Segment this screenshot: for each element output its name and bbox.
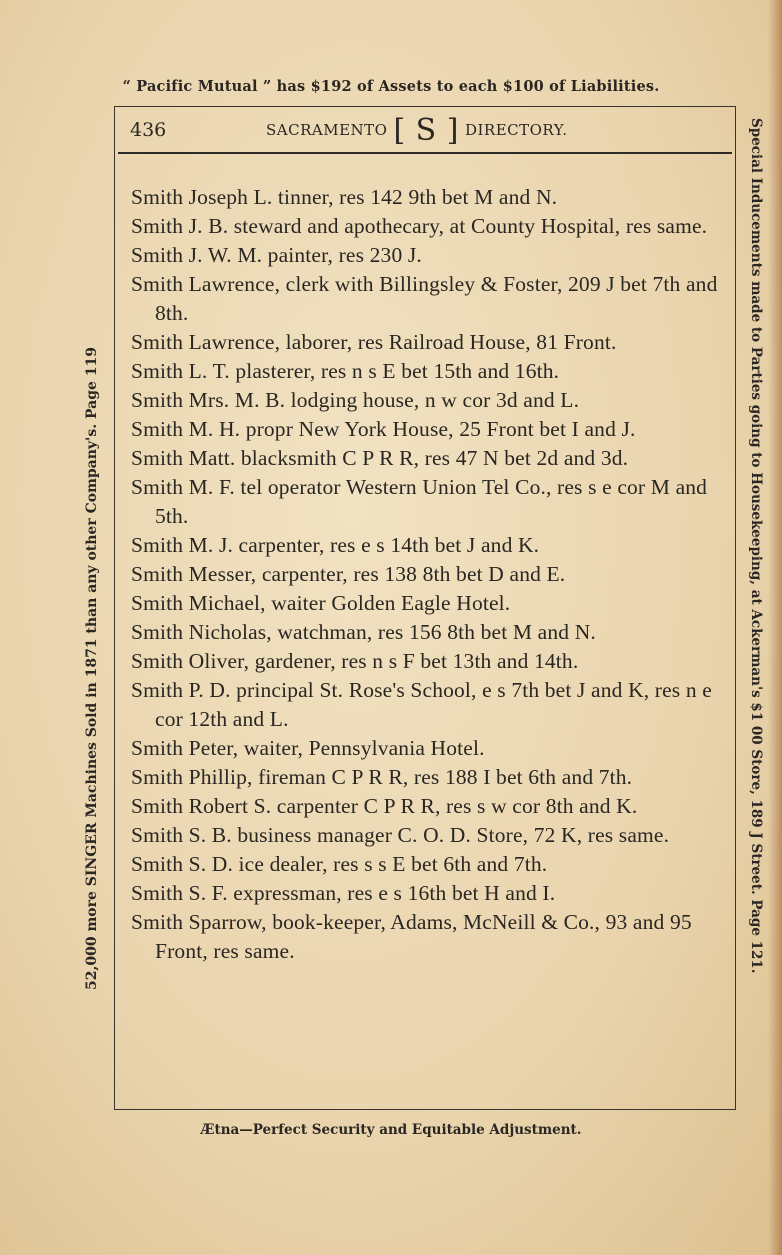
page-number: 436 <box>130 119 167 141</box>
header-rule <box>118 152 732 154</box>
section-letter: S <box>415 112 437 148</box>
directory-entry: Smith Matt. blacksmith C P R R, res 47 N bet 2d and 3d. <box>131 446 629 470</box>
directory-entry: Smith Peter, waiter, Pennsylvania Hotel. <box>131 736 485 760</box>
directory-entries <box>131 183 726 966</box>
directory-entry: Smith L. T. plasterer, res n s E bet 15th and 16th. <box>131 359 560 383</box>
directory-entry: Smith Oliver, gardener, res n s F bet 13th and 14th. <box>131 649 579 673</box>
directory-entry: Smith S. F. expressman, res e s 16th bet H and I. <box>131 881 556 905</box>
page-edge-shadow <box>768 0 782 1255</box>
bracket-open: [ <box>393 112 406 148</box>
right-margin-advertisement: Special Inducements made to Parties going to Housekeeping, at Ackerman's $1 00 Store, 189 J Street. Page 121. <box>748 118 764 974</box>
directory-entry: Smith M. J. carpenter, res e s 14th bet J and K. <box>131 533 540 557</box>
running-head-section: DIRECTORY. <box>464 121 568 139</box>
bracket-close: ] <box>446 112 459 148</box>
directory-entry: Smith S. D. ice dealer, res s s E bet 6th and 7th. <box>131 852 548 876</box>
directory-entry: Smith J. B. steward and apothecary, at County Hospital, res same. <box>131 214 708 238</box>
directory-entry: Smith Joseph L. tinner, res 142 9th bet M and N. <box>131 185 558 209</box>
directory-entry: Smith Messer, carpenter, res 138 8th bet D and E. <box>131 562 566 586</box>
directory-entry: Smith Nicholas, watchman, res 156 8th bet M and N. <box>131 620 596 644</box>
left-margin-advertisement: 52,000 more SINGER Machines Sold in 1871 than any other Company's. Page 119 <box>84 347 100 990</box>
bottom-advertisement: Ætna—Perfect Security and Equitable Adjustment. <box>200 1122 582 1138</box>
top-advertisement: “ Pacific Mutual ” has $192 of Assets to each $100 of Liabilities. <box>122 78 660 95</box>
directory-entry: Smith M. H. propr New York House, 25 Front bet I and J. <box>131 417 636 441</box>
directory-entry: Smith Lawrence, laborer, res Railroad House, 81 Front. <box>131 330 617 354</box>
running-head <box>266 112 568 148</box>
directory-entry: Smith J. W. M. painter, res 230 J. <box>131 243 422 267</box>
directory-entry: Smith Michael, waiter Golden Eagle Hotel. <box>131 591 511 615</box>
frame-top-rule <box>114 106 736 107</box>
directory-entry: Smith Sparrow, book-keeper, Adams, McNeill & Co., 93 and 95 Front, res same. <box>131 910 692 963</box>
directory-entry: Smith Robert S. carpenter C P R R, res s w cor 8th and K. <box>131 794 638 818</box>
directory-entry: Smith Lawrence, clerk with Billingsley & Foster, 209 J bet 7th and 8th. <box>131 272 718 325</box>
directory-entry: Smith S. B. business manager C. O. D. Store, 72 K, res same. <box>131 823 670 847</box>
directory-entry: Smith P. D. principal St. Rose's School, e s 7th bet J and K, res n e cor 12th and L. <box>131 678 712 731</box>
directory-entry: Smith Phillip, fireman C P R R, res 188 I bet 6th and 7th. <box>131 765 633 789</box>
directory-entry: Smith Mrs. M. B. lodging house, n w cor 3d and L. <box>131 388 580 412</box>
directory-entry: Smith M. F. tel operator Western Union Tel Co., res s e cor M and 5th. <box>131 475 708 528</box>
running-head-city: SACRAMENTO <box>266 121 388 139</box>
